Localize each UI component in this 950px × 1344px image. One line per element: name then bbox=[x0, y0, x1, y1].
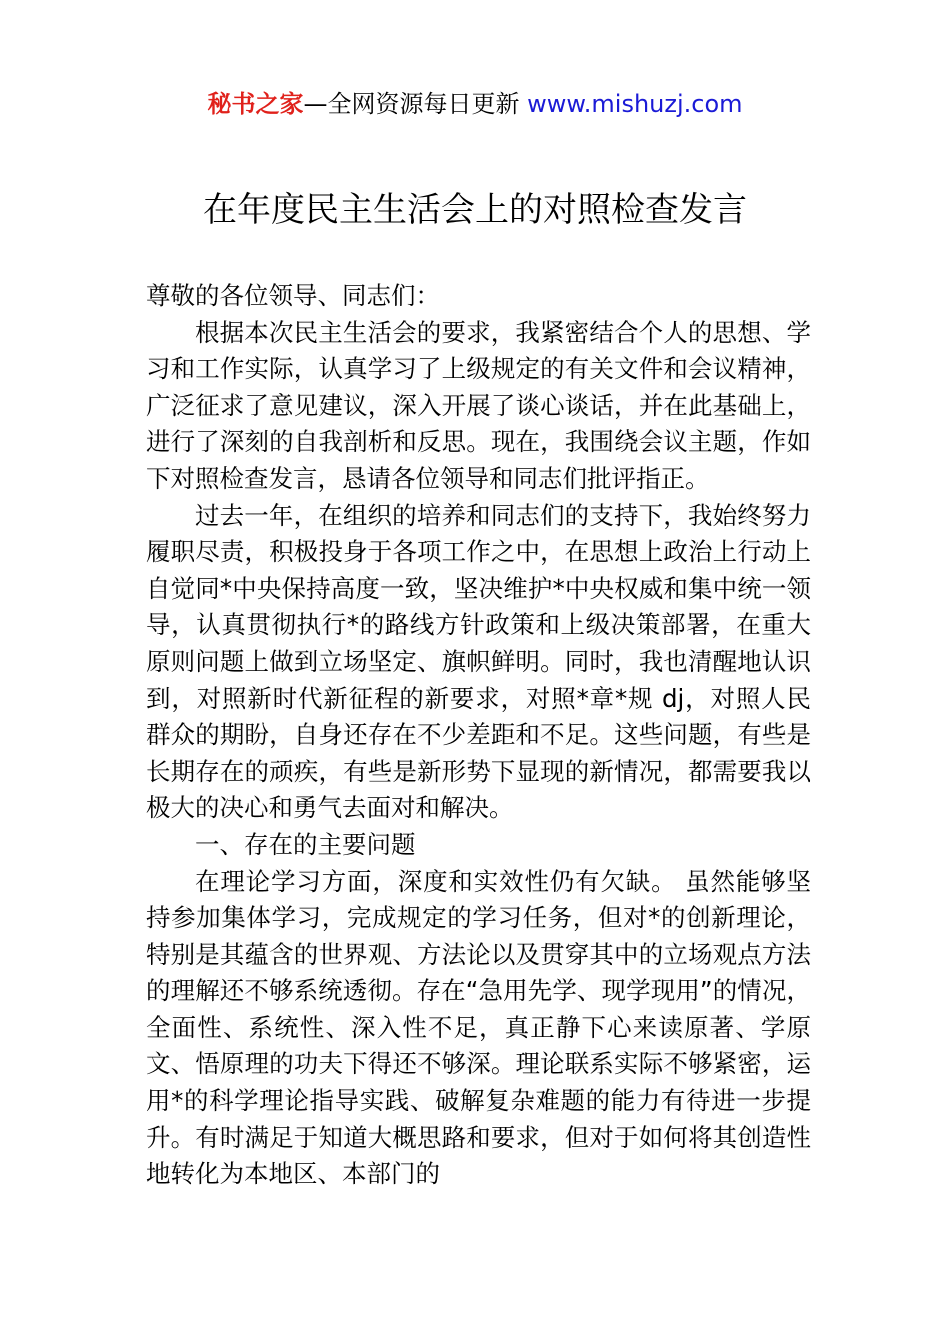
paragraph-intro: 根据本次民主生活会的要求，我紧密结合个人的思想、学习和工作实际，认真学习了上级规定的有关文件和会议精神，广泛征求了意见建议，深入开展了谈心谈话，并在此基础上，进行了深刻的自我剖析和反思。现在，我围绕会议主题，作如下对照检查发言，恳请各位领导和同志们批评指正。 bbox=[146, 317, 811, 493]
brand-name: 秘书之家 bbox=[207, 90, 304, 118]
site-header bbox=[0, 86, 950, 122]
document-title: 在年度民主生活会上的对照检查发言 bbox=[203, 190, 747, 230]
paragraph-theory-study: 在理论学习方面，深度和实效性仍有欠缺。 虽然能够坚持参加集体学习，完成规定的学习任务，但对*的创新理论，特别是其蕴含的世界观、方法论以及贯穿其中的立场观点方法的理解还不够系统透彻。存在“急用先学、现学现用”的情况，全面性、系统性、深入性不足，真正静下心来读原著、学原文、悟原理的功夫下得还不够深。理论联系实际不够紧密，运用*的科学理论指导实践、破解复杂难题的能力有待进一步提升。有时满足于知道大概思路和要求，但对于如何将其创造性地转化为本地区、本部门的 bbox=[146, 866, 811, 1189]
salutation: 尊敬的各位领导、同志们： bbox=[146, 281, 440, 310]
document-body bbox=[146, 278, 811, 1193]
section-heading: 一、存在的主要问题 bbox=[195, 829, 416, 859]
paragraph-review: 过去一年，在组织的培养和同志们的支持下，我始终努力履职尽责，积极投身于各项工作之中，在思想上政治上行动上自觉同*中央保持高度一致，坚决维护*中央权威和集中统一领导，认真贯彻执行*的路线方针政策和上级决策部署，在重大原则问题上做到立场坚定、旗帜鲜明。同时，我也清醒地认识到，对照新时代新征程的新要求，对照*章*规 dj，对照人民群众的期盼，自身还存在不少差距和不足。这些问题，有些是长期存在的顽疾，有些是新形势下显现的新情况，都需要我以极大的决心和勇气去面对和解决。 bbox=[146, 500, 811, 823]
header-tagline: —全网资源每日更新 bbox=[303, 90, 528, 118]
site-url-link[interactable]: www.mishuzj.com bbox=[527, 90, 743, 118]
